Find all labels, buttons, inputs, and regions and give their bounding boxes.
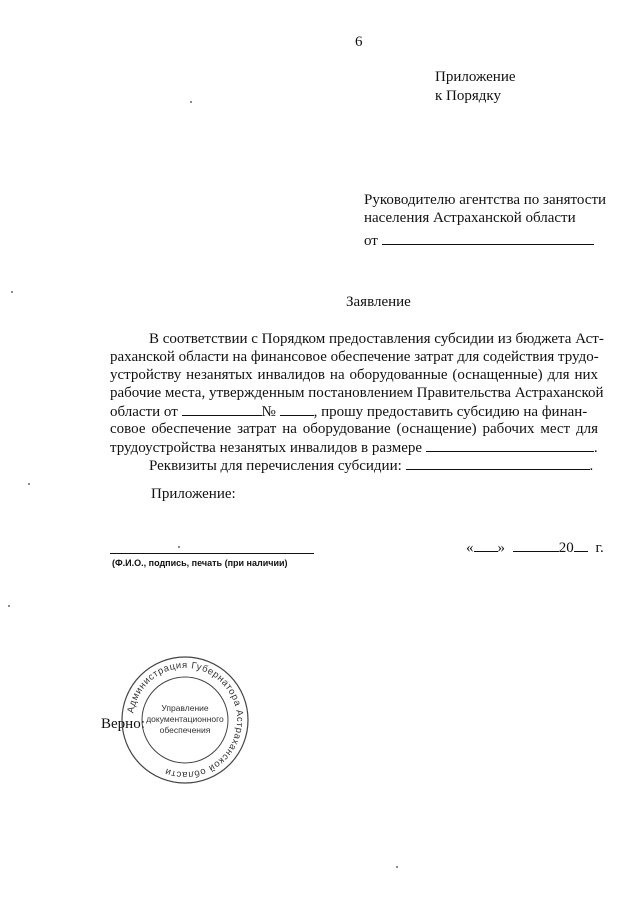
signature-caption: (Ф.И.О., подпись, печать (при наличии) — [112, 558, 288, 568]
body-line-4: рабочие места, утвержденным постановлением Правительства Астраханской — [110, 385, 604, 401]
body-line-1: В соответствии с Порядком предоставления субсидии из бюджета Аст- — [149, 331, 604, 347]
date-close-quote: » — [497, 540, 505, 556]
addressee-from — [364, 230, 606, 250]
addressee-block — [364, 191, 606, 250]
body-line-7 — [110, 438, 598, 457]
stamp-center-text — [140, 703, 230, 736]
stamp-line1: Управление — [161, 703, 209, 713]
signature-line[interactable] — [110, 553, 314, 554]
addressee-line2: населения Астраханской области — [364, 210, 576, 226]
decree-date-field[interactable] — [182, 402, 262, 416]
body-line-2: раханской области на финансовое обеспечение затрат для содействия трудо- — [110, 349, 599, 365]
date-open-quote: « — [466, 540, 474, 556]
attachment-label: Приложение: — [151, 486, 236, 502]
month-field[interactable] — [513, 538, 559, 552]
year-field[interactable] — [574, 538, 588, 552]
document-title: Заявление — [346, 294, 411, 310]
stamp-ring-text: Администрация Губернатора Астраханской области — [125, 659, 246, 781]
body-line-6: совое обеспечение затрат на оборудование (оснащение) рабочих мест для — [110, 421, 598, 437]
scan-speck — [190, 101, 192, 103]
body-line-3: устройству незанятых инвалидов на оборудованные (оснащенные) для них — [110, 367, 598, 383]
page-number: 6 — [355, 34, 363, 50]
scan-speck — [8, 605, 10, 607]
year-suffix: г. — [595, 540, 604, 556]
subsidy-amount-field[interactable] — [426, 438, 594, 452]
stamp-line2: документационного — [146, 714, 224, 724]
appendix-note-line1: Приложение — [435, 69, 516, 85]
appendix-note — [435, 68, 516, 106]
body-line-5-number-sign: № — [261, 404, 276, 420]
scan-speck — [11, 291, 13, 293]
stamp-line3: обеспечения — [159, 725, 211, 735]
body-line-5 — [110, 402, 598, 421]
addressee-line1: Руководителю агентства по занятости — [364, 192, 607, 208]
appendix-note-line2: к Порядку — [435, 88, 501, 104]
body-line-5-start: области от — [110, 404, 178, 420]
scan-speck — [178, 546, 180, 548]
certification-verno: Верно: — [101, 716, 145, 732]
from-blank-field[interactable] — [382, 230, 594, 245]
scan-speck — [28, 483, 30, 485]
body-line-7-end: . — [593, 440, 598, 456]
body-line-8-text: Реквизиты для перечисления субсидии: — [149, 458, 402, 474]
from-label: от — [364, 233, 378, 249]
decree-number-field[interactable] — [280, 402, 314, 416]
century-text: 20 — [558, 540, 574, 556]
scan-speck — [396, 866, 398, 868]
bank-details-field[interactable] — [406, 456, 590, 470]
body-line-8-end: . — [589, 458, 594, 474]
date-field — [466, 538, 604, 557]
body-line-5-end: , прошу предоставить субсидию на финан- — [313, 404, 588, 420]
day-field[interactable] — [474, 538, 498, 552]
body-line-8 — [149, 456, 637, 475]
body-line-7-text: трудоустройства незанятых инвалидов в размере — [110, 440, 423, 456]
